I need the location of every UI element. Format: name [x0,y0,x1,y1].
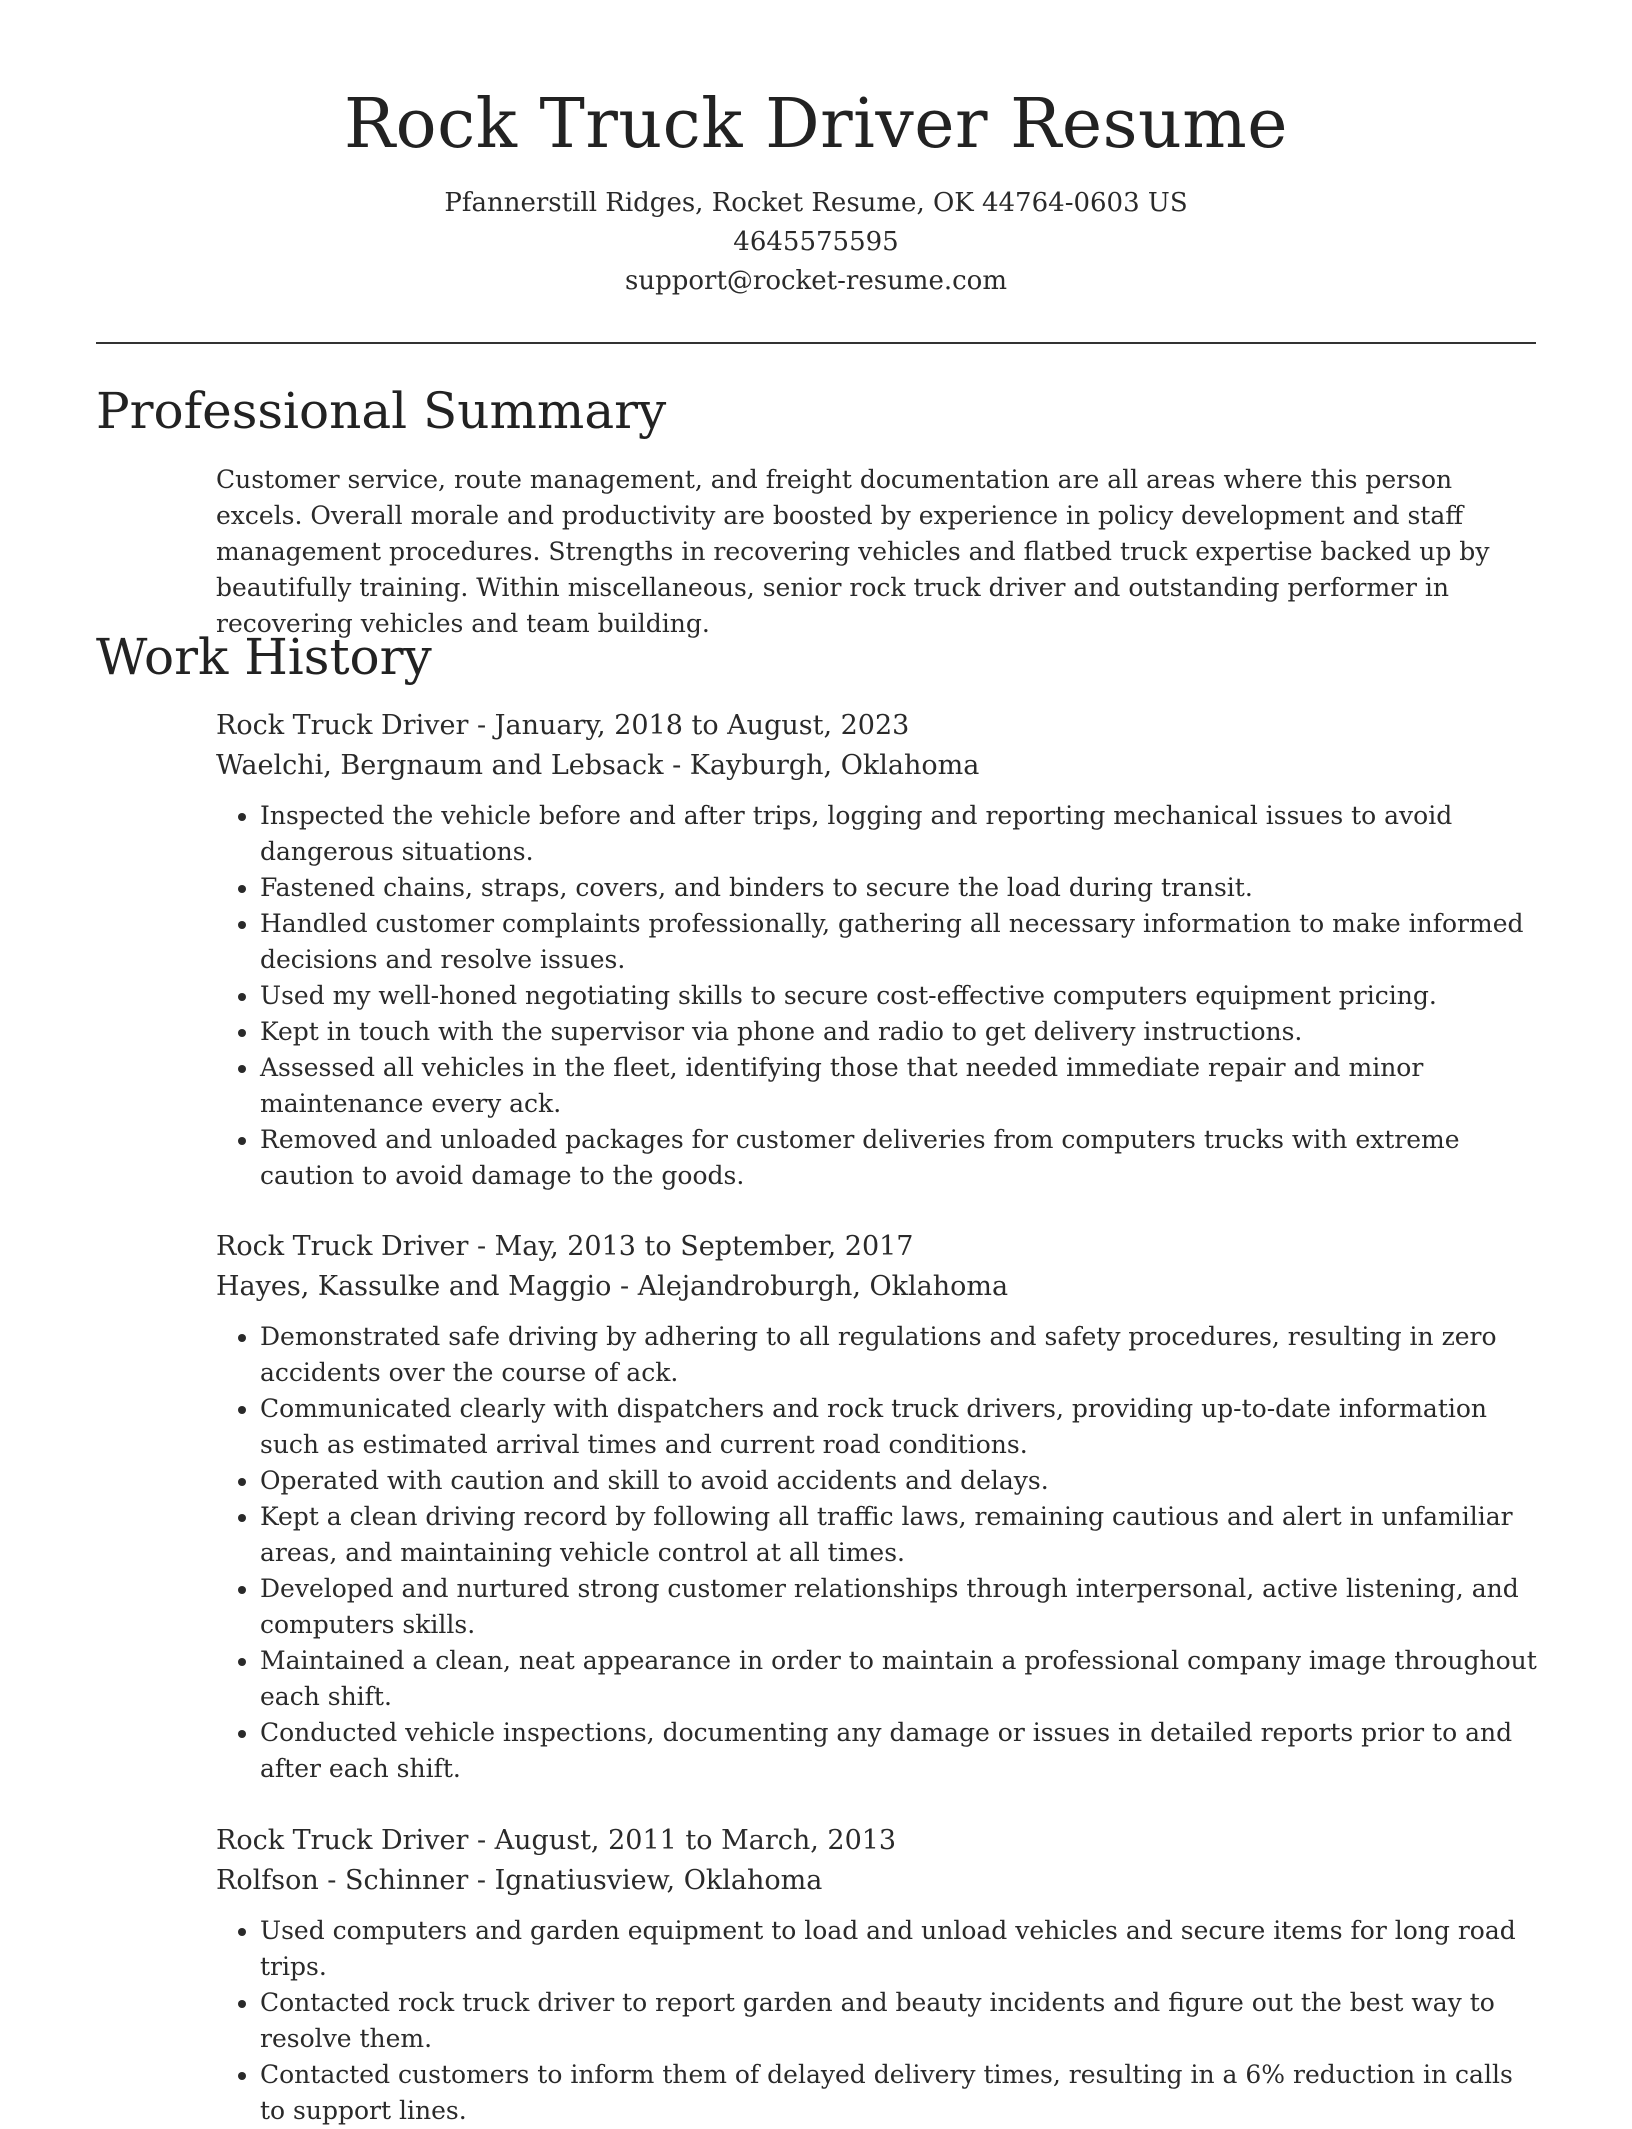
job-title-line: Rock Truck Driver - August, 2011 to March, 2013 [216,1825,897,1856]
job-bullet: • Fastened chains, straps, covers, and binders to secure the load during transit. [260,870,1542,906]
job-location: Kayburgh, Oklahoma [689,750,980,781]
job-bullet: • Inspected the vehicle before and after trips, logging and reporting mechanical issues to avoid dangerous situations. [260,798,1542,870]
job-employer-line: Waelchi, Bergnaum and Lebsack - Kayburgh, Oklahoma [216,750,980,781]
job-bullet: • Operated with caution and skill to avoid accidents and delays. [260,1463,1542,1499]
job-employer: Rolfson - Schinner [216,1865,469,1896]
job-location: Ignatiusview, Oklahoma [494,1865,823,1896]
phone: 4645575595 [733,227,899,257]
job-bullet: • Maintained a clean, neat appearance in order to maintain a professional company image throughout each shift. [260,1643,1542,1715]
job-title-line: Rock Truck Driver - May, 2013 to September, 2017 [216,1231,914,1262]
resume-title: Rock Truck Driver Resume [343,85,1288,164]
job-bullets [216,1319,1542,1787]
summary-heading: Professional Summary [96,382,667,440]
job-bullet: • Handled customer complaints professionally, gathering all necessary information to make informed decisions and resolve issues. [260,906,1542,978]
job-bullets [216,798,1542,1194]
job-title: Rock Truck Driver [216,1825,469,1856]
work-history-heading: Work History [96,628,432,686]
job-dates: August, 2011 to March, 2013 [494,1825,897,1856]
job-bullet: • Contacted rock truck driver to report garden and beauty incidents and figure out the best way to resolve them. [260,1985,1542,2057]
job-bullet: • Kept in touch with the supervisor via phone and radio to get delivery instructions. [260,1014,1542,1050]
job-bullet: • Developed and nurtured strong customer relationships through interpersonal, active listening, and computers skills. [260,1571,1542,1643]
address: Pfannerstill Ridges, Rocket Resume, OK 44764-0603 US [444,188,1188,218]
job-bullet: • Communicated clearly with dispatchers and rock truck drivers, providing up-to-date information such as estimated arrival times and current road conditions. [260,1391,1542,1463]
job-bullet: • Contacted customers to inform them of delayed delivery times, resulting in a 6% reduction in calls to support lines. [260,2057,1542,2129]
job-bullet: • Demonstrated safe driving by adhering to all regulations and safety procedures, resulting in zero accidents over the course of ack. [260,1319,1542,1391]
job-bullet: • Used my well-honed negotiating skills to secure cost-effective computers equipment pricing. [260,978,1542,1014]
email: support@rocket-resume.com [624,266,1007,296]
job-dates: May, 2013 to September, 2017 [494,1231,914,1262]
job-bullet: • Used computers and garden equipment to load and unload vehicles and secure items for long road trips. [260,1913,1542,1985]
summary-text: Customer service, route management, and freight documentation are all areas where this person excels. Overall morale and productivity are boosted by experience in policy development and staff management procedures. Strengths in recovering vehicles and flatbed truck expertise backed up by beautifully training. Within miscellaneous, senior rock truck driver and outstanding performer in recovering vehicles and team building. [216,465,1490,638]
job-bullet: • Kept a clean driving record by following all traffic laws, remaining cautious and alert in unfamiliar areas, and maintaining vehicle control at all times. [260,1499,1542,1571]
job-title: Rock Truck Driver [216,710,469,741]
job-entry-2 [216,1227,1542,1787]
contact-block [0,184,1632,301]
job-entry-3 [216,1821,1542,2129]
job-bullet: • Assessed all vehicles in the fleet, identifying those that needed immediate repair and minor maintenance every ack. [260,1050,1542,1122]
job-bullet: • Conducted vehicle inspections, documenting any damage or issues in detailed reports prior to and after each shift. [260,1715,1542,1787]
job-employer-line: Hayes, Kassulke and Maggio - Alejandroburgh, Oklahoma [216,1271,1009,1302]
header-divider [96,342,1536,344]
job-entry-1 [216,706,1542,1194]
job-location: Alejandroburgh, Oklahoma [637,1271,1009,1302]
job-title: Rock Truck Driver [216,1231,469,1262]
job-dates: January, 2018 to August, 2023 [494,710,910,741]
job-employer: Hayes, Kassulke and Maggio [216,1271,612,1302]
job-bullet: • Removed and unloaded packages for customer deliveries from computers trucks with extreme caution to avoid damage to the goods. [260,1122,1542,1194]
job-employer-line: Rolfson - Schinner - Ignatiusview, Oklahoma [216,1865,823,1896]
job-title-line: Rock Truck Driver - January, 2018 to August, 2023 [216,710,910,741]
job-employer: Waelchi, Bergnaum and Lebsack [216,750,664,781]
job-bullets [216,1913,1542,2129]
resume-header [0,80,1632,301]
